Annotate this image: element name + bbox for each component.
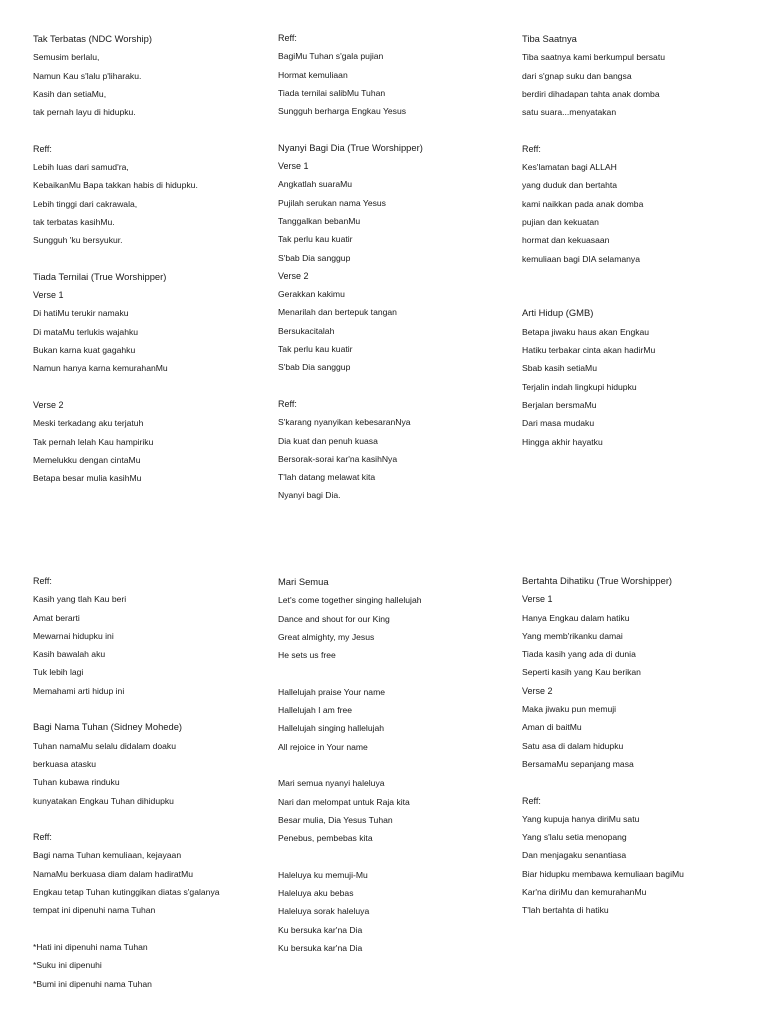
lyric-line: Haleluya ku memuji-Mu xyxy=(278,869,368,880)
lyric-line: T'lah bertahta di hatiku xyxy=(522,905,609,916)
lyric-line: Besar mulia, Dia Yesus Tuhan xyxy=(278,814,393,825)
lyric-line: Namun Kau s'lalu p'liharaku. xyxy=(33,70,142,81)
blank-line xyxy=(33,810,269,828)
song-title: Nyanyi Bagi Dia (True Worshipper) xyxy=(278,141,423,153)
lyric-line: Memelukku dengan cintaMu xyxy=(33,454,141,465)
lyric-line: Hanya Engkau dalam hatiku xyxy=(522,612,630,623)
lyric-line: *Bumi ini dipenuhi nama Tuhan xyxy=(33,978,152,989)
column-top-middle xyxy=(278,29,514,505)
lyric-line: Hallelujah praise Your name xyxy=(278,686,386,697)
lyric-line: Tuk lebih lagi xyxy=(33,667,84,678)
lyric-line: S'bab Dia sanggup xyxy=(278,362,351,373)
lyric-line: Angkatlah suaraMu xyxy=(278,179,353,190)
lyric-line: berdiri dihadapan tahta anak domba xyxy=(522,88,660,99)
lyric-line: Ku bersuka kar'na Dia xyxy=(278,942,363,953)
blank-line xyxy=(522,773,758,791)
blank-line xyxy=(33,920,269,938)
blank-line xyxy=(33,700,269,718)
column-bottom-right xyxy=(522,572,758,920)
lyric-line: Menarilah dan bertepuk tangan xyxy=(278,307,397,318)
lyric-line: pujian dan kekuatan xyxy=(522,216,599,227)
lyric-line: All rejoice in Your name xyxy=(278,741,368,752)
lyric-line: Yang kupuja hanya diriMu satu xyxy=(522,813,640,824)
lyric-line: Tak perlu kau kuatir xyxy=(278,234,353,245)
song-title: Bertahta Dihatiku (True Worshipper) xyxy=(522,575,673,586)
lyric-line: Tuhan kubawa rinduku xyxy=(33,777,120,788)
lyric-line: Bagi nama Tuhan kemuliaan, kejayaan xyxy=(33,850,182,861)
section-label: Verse 1 xyxy=(33,290,64,301)
lyric-line: BersamaMu sepanjang masa xyxy=(522,758,634,769)
column-bottom-middle xyxy=(278,573,514,957)
lyric-line: tak terbatas kasihMu. xyxy=(33,216,115,227)
song-title: Arti Hidup (GMB) xyxy=(522,307,594,319)
song-title: Mari Semua xyxy=(278,576,329,587)
song-title: Tiada Ternilai (True Worshipper) xyxy=(33,270,167,282)
section-label: Verse 2 xyxy=(33,399,64,410)
lyric-line: Yang s'lalu setia menopang xyxy=(522,832,627,843)
blank-line xyxy=(278,664,514,682)
lyric-line: kunyatakan Engkau Tuhan dihidupku xyxy=(33,795,174,806)
lyric-line: Hormat kemuliaan xyxy=(278,69,348,80)
blank-line xyxy=(278,377,514,395)
lyric-line: Dari masa mudaku xyxy=(522,418,595,429)
section-label: Reff: xyxy=(33,576,52,586)
section-label: Reff: xyxy=(278,33,297,43)
lyric-line: Tiada kasih yang ada di dunia xyxy=(522,649,636,660)
blank-line xyxy=(33,250,269,268)
lyric-line: Nari dan melompat untuk Raja kita xyxy=(278,796,410,807)
lyric-line: S'bab Dia sanggup xyxy=(278,252,351,263)
lyric-line: Dance and shout for our King xyxy=(278,613,390,624)
lyric-line: Lebih tinggi dari cakrawala, xyxy=(33,198,138,209)
blank-line xyxy=(522,121,758,139)
lyric-line: Pujilah serukan nama Yesus xyxy=(278,197,386,208)
lyric-line: Meski terkadang aku terjatuh xyxy=(33,418,144,429)
blank-line xyxy=(278,756,514,774)
lyric-line: Kes'lamatan bagi ALLAH xyxy=(522,162,617,173)
blank-line xyxy=(33,378,269,396)
blank-line xyxy=(522,286,758,304)
lyric-line: Satu asa di dalam hidupku xyxy=(522,740,624,751)
lyric-line: Memahami arti hidup ini xyxy=(33,685,125,696)
lyric-line: Kasih dan setiaMu, xyxy=(33,88,107,99)
section-label: Reff: xyxy=(33,832,52,843)
lyric-line: Di mataMu terlukis wajahku xyxy=(33,326,139,337)
section-label: Verse 1 xyxy=(522,594,553,605)
lyric-line: tak pernah layu di hidupku. xyxy=(33,107,136,118)
section-label: Verse 2 xyxy=(522,685,553,696)
section-label: Reff: xyxy=(522,143,541,154)
lyric-line: Terjalin indah lingkupi hidupku xyxy=(522,381,637,392)
blank-line xyxy=(33,121,269,139)
lyric-line: Great almighty, my Jesus xyxy=(278,631,375,642)
lyric-line: Kasih bawalah aku xyxy=(33,649,106,660)
lyric-line: Dan menjagaku senantiasa xyxy=(522,850,627,861)
lyric-line: Tak pernah lelah Kau hampiriku xyxy=(33,436,154,447)
lyric-line: berkuasa atasku xyxy=(33,758,97,769)
lyric-line: Mari semua nyanyi haleluya xyxy=(278,778,385,789)
lyric-line: dari s'gnap suku dan bangsa xyxy=(522,70,632,81)
lyric-line: Namun hanya karna kemurahanMu xyxy=(33,363,168,374)
lyric-line: *Hati ini dipenuhi nama Tuhan xyxy=(33,941,148,952)
lyric-line: BagiMu Tuhan s'gala pujian xyxy=(278,51,384,62)
lyric-line: T'lah datang melawat kita xyxy=(278,472,376,483)
lyric-line: Haleluya sorak haleluya xyxy=(278,906,370,917)
lyric-line: Tak perlu kau kuatir xyxy=(278,344,353,355)
lyric-line: Engkau tetap Tuhan kutinggikan diatas s'galanya xyxy=(33,887,220,898)
column-top-left xyxy=(33,30,269,487)
song-title: Bagi Nama Tuhan (Sidney Mohede) xyxy=(33,721,183,733)
lyric-line: Kar'na diriMu dan kemurahanMu xyxy=(522,887,647,898)
lyric-line: Maka jiwaku pun memuji xyxy=(522,704,617,715)
lyric-line: hormat dan kekuasaan xyxy=(522,235,610,246)
lyric-line: He sets us free xyxy=(278,650,336,661)
lyric-line: Di hatiMu terukir namaku xyxy=(33,308,129,319)
column-top-right xyxy=(522,30,758,451)
lyric-line: Betapa besar mulia kasihMu xyxy=(33,473,142,484)
lyric-line: Aman di baitMu xyxy=(522,722,582,733)
song-title: Tak Terbatas (NDC Worship) xyxy=(33,33,152,44)
lyric-line: yang duduk dan bertahta xyxy=(522,180,618,191)
lyric-line: Haleluya aku bebas xyxy=(278,888,354,899)
lyric-line: Berjalan bersmaMu xyxy=(522,399,597,410)
song-title: Tiba Saatnya xyxy=(522,33,577,44)
lyric-line: kami naikkan pada anak domba xyxy=(522,198,644,209)
lyric-line: Sungguh 'ku bersyukur. xyxy=(33,235,123,246)
lyric-line: Bersukacitalah xyxy=(278,325,335,336)
section-label: Reff: xyxy=(33,143,52,154)
lyric-line: Kasih yang tlah Kau beri xyxy=(33,594,127,605)
lyric-line: Semusim berlalu, xyxy=(33,52,100,63)
lyric-line: S'karang nyanyikan kebesaranNya xyxy=(278,417,411,428)
lyric-line: Sungguh berharga Engkau Yesus xyxy=(278,106,407,117)
lyric-line: Penebus, pembebas kita xyxy=(278,833,373,844)
lyric-line: Sbab kasih setiaMu xyxy=(522,363,597,374)
lyric-line: NamaMu berkuasa diam dalam hadiratMu xyxy=(33,868,194,879)
lyric-line: satu suara...menyatakan xyxy=(522,107,617,118)
lyric-line: Hallelujah I am free xyxy=(278,705,353,716)
lyric-line: tempat ini dipenuhi nama Tuhan xyxy=(33,905,156,916)
lyric-line: Tiba saatnya kami berkumpul bersatu xyxy=(522,52,665,63)
lyric-line: Lebih luas dari samud'ra, xyxy=(33,162,129,173)
lyric-line: Dia kuat dan penuh kuasa xyxy=(278,435,378,446)
lyric-line: Yang memb'rikanku damai xyxy=(522,630,623,641)
section-label: Reff: xyxy=(278,398,297,409)
lyric-line: Seperti kasih yang Kau berikan xyxy=(522,667,641,678)
blank-line xyxy=(278,847,514,865)
lyric-line: Bersorak-sorai kar'na kasihNya xyxy=(278,453,398,464)
lyric-line: *Suku ini dipenuhi xyxy=(33,960,102,971)
lyric-line: KebaikanMu Bapa takkan habis di hidupku. xyxy=(33,180,198,191)
lyric-line: Tiada ternilai salibMu Tuhan xyxy=(278,87,386,98)
lyric-line: Let's come together singing hallelujah xyxy=(278,595,422,606)
section-label: Verse 1 xyxy=(278,161,309,172)
lyric-line: Amat berarti xyxy=(33,612,80,623)
blank-line xyxy=(278,120,514,138)
lyric-line: Bukan karna kuat gagahku xyxy=(33,345,136,356)
lyric-line: Mewarnai hidupku ini xyxy=(33,630,114,641)
blank-line xyxy=(522,268,758,286)
lyric-line: Biar hidupku membawa kemuliaan bagiMu xyxy=(522,868,684,879)
lyric-line: Tanggalkan bebanMu xyxy=(278,215,361,226)
section-label: Reff: xyxy=(522,795,541,806)
lyric-line: kemuliaan bagi DIA selamanya xyxy=(522,253,640,264)
lyric-line: Betapa jiwaku haus akan Engkau xyxy=(522,326,650,337)
lyric-line: Hingga akhir hayatku xyxy=(522,436,603,447)
lyric-line: Tuhan namaMu selalu didalam doaku xyxy=(33,740,176,751)
column-bottom-left xyxy=(33,572,269,993)
lyric-line: Gerakkan kakimu xyxy=(278,289,345,300)
lyric-line: Nyanyi bagi Dia. xyxy=(278,490,341,501)
lyric-line: Hatiku terbakar cinta akan hadirMu xyxy=(522,345,656,356)
section-label: Verse 2 xyxy=(278,270,309,281)
lyric-line: Hallelujah singing hallelujah xyxy=(278,723,385,734)
lyric-line: Ku bersuka kar'na Dia xyxy=(278,924,363,935)
